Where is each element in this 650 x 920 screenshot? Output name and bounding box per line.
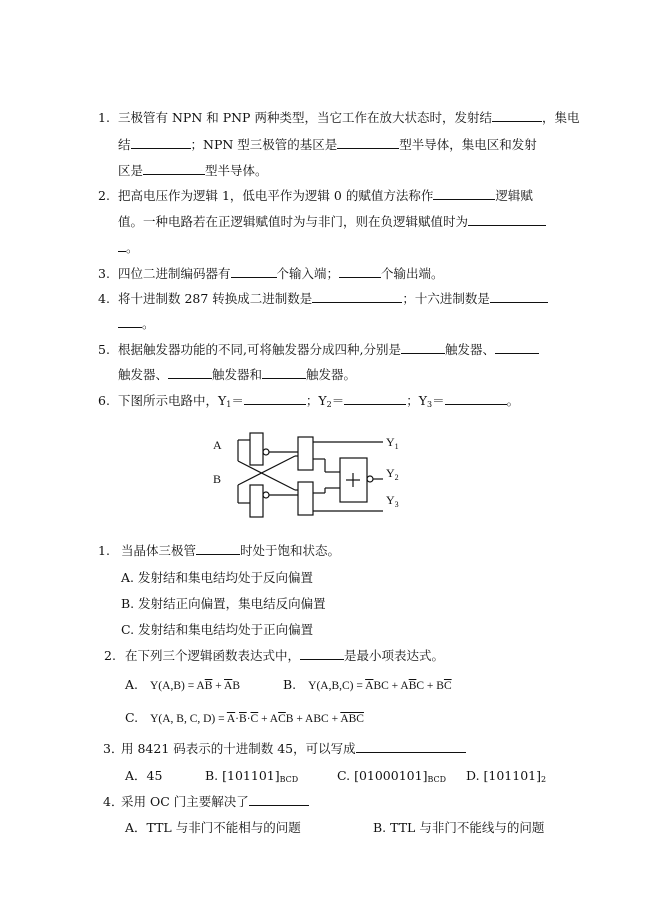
q6-number: 6.	[98, 393, 110, 408]
q3-blank-outputs[interactable]	[339, 266, 381, 278]
mc4-option-b[interactable]: B. TTL 与非门不能线与的问题	[373, 820, 545, 835]
q6-blank-y1[interactable]	[244, 393, 306, 405]
q1-blank-emitter[interactable]	[492, 110, 542, 122]
q3-blank-inputs[interactable]	[231, 266, 277, 278]
q2-number: 2.	[98, 188, 110, 203]
expression-b: $Y(A,B,C) = \overline{A}BC + A\overline{B}C + B\overline{C}$	[308, 680, 452, 692]
q2-blank-gate[interactable]	[468, 214, 546, 226]
mc3-option-a[interactable]: A．45	[125, 768, 163, 783]
mc2-option-c[interactable]: C. Y(A, B, C, $D) = \overline{A}\cdot\overline{B}\cdot\overline{C} + A\overline{C}B$ + ABC + $\overline{ABC}$	[125, 710, 364, 725]
q3-line: 四位二进制编码器有 个输入端； 个输出端。	[118, 266, 444, 281]
mc2-option-a[interactable]: A. $Y(A,B) = A\overline{B} + \overline{A}B$	[125, 677, 240, 692]
q4-blank-binary[interactable]	[312, 291, 402, 303]
mc4-option-a[interactable]: A．TTL 与非门不能相与的问题	[125, 820, 301, 835]
q6-line: 下图所示电路中，$Y_1=$ ；$Y_2=$ ；$Y_3=$ 。	[118, 393, 520, 409]
q2-line2: 值。一种电路若在正逻辑赋值时为与非门，则在负逻辑赋值时为	[118, 214, 546, 230]
mc3-stem: 用 8421 码表示的十进制数 45，可以写成	[121, 741, 466, 757]
q5-blank-3[interactable]	[168, 367, 212, 379]
q2-blank-logic[interactable]	[433, 188, 495, 200]
not-gate-a	[250, 433, 263, 465]
and-gate-top	[298, 437, 313, 470]
mc1-option-c[interactable]: C. 发射结和集电结均处于正向偏置	[121, 622, 314, 637]
q1-blank-base[interactable]	[337, 137, 399, 149]
q5-blank-1[interactable]	[401, 342, 445, 354]
mc3-blank[interactable]	[356, 741, 466, 753]
mc4-stem: 采用 OC 门主要解决了	[121, 794, 309, 810]
and-gate-bottom	[298, 482, 313, 515]
logic-circuit-diagram	[205, 425, 405, 525]
q3-number: 3.	[98, 266, 110, 281]
mc1-blank[interactable]	[196, 543, 240, 555]
input-a-label: A	[213, 438, 222, 452]
q1-blank-collector[interactable]	[131, 137, 191, 149]
output-y1-label: $Y_1$	[386, 435, 399, 451]
q1-blank-region[interactable]	[143, 163, 205, 175]
q1-line2: 结 ；NPN 型三极管的基区是 型半导体，集电区和发射	[118, 137, 537, 152]
expression-c: Y(A, B, C, $D) = \overline{A}\cdot\overline{B}\cdot\overline{C} + A\overline{C}B$ + ABC + $\overline{ABC}$	[150, 713, 364, 725]
mc3-option-d[interactable]: D. $[101101]_2$	[466, 768, 547, 784]
q6-blank-y3[interactable]	[445, 393, 507, 405]
mc3-number: 3．	[103, 741, 124, 756]
q5-line1: 根据触发器功能的不同,可将触发器分成四种,分别是 触发器、	[118, 342, 539, 358]
q4-line1: 将十进制数 287 转换成二进制数是 ；十六进制数是	[118, 291, 548, 307]
output-y3-label: $Y_3$	[386, 493, 399, 509]
q1-number: 1.	[98, 110, 110, 125]
expression-a: $Y(A,B) = A\overline{B} + \overline{A}B$	[150, 680, 240, 692]
mc4-blank[interactable]	[249, 794, 309, 806]
q6-blank-y2[interactable]	[344, 393, 406, 405]
q1-line3: 区是 型半导体。	[118, 163, 268, 178]
q5-line2: 触发器、 触发器和 触发器。	[118, 367, 357, 382]
mc3-option-b[interactable]: B. $[101101]_{BCD}$	[205, 768, 299, 784]
q4-blank-hex[interactable]	[490, 291, 548, 303]
mc1-stem: 当晶体三极管 时处于饱和状态。	[121, 543, 341, 558]
mc2-stem: 在下列三个逻辑函数表达式中， 是最小项表达式。	[125, 648, 445, 663]
inversion-bubble-b	[263, 492, 269, 498]
q2-line1: 把高电压作为逻辑 1，低电平作为逻辑 0 的赋值方法称作 逻辑赋	[118, 188, 533, 203]
q5-blank-2[interactable]	[495, 342, 539, 354]
q4-line2: 。	[118, 316, 155, 332]
mc2-blank[interactable]	[300, 648, 344, 660]
q5-number: 5.	[98, 342, 110, 357]
q1-line1: 三极管有 NPN 和 PNP 两种类型，当它工作在放大状态时，发射结 ，集电	[118, 110, 580, 125]
input-b-label: B	[213, 472, 222, 486]
output-y2-label: $Y_2$	[386, 466, 399, 482]
q5-blank-4[interactable]	[262, 367, 306, 379]
mc4-number: 4．	[103, 794, 124, 809]
mc2-number: 2.	[104, 648, 116, 663]
mc1-option-b[interactable]: B. 发射结正向偏置，集电结反向偏置	[121, 596, 326, 611]
not-gate-b	[250, 485, 263, 517]
inversion-bubble-a	[263, 449, 269, 455]
mc1-option-a[interactable]: A. 发射结和集电结均处于反向偏置	[121, 570, 313, 585]
inversion-bubble-nor	[367, 476, 373, 482]
q2-line3: 。	[118, 240, 139, 256]
mc2-option-b[interactable]: B. $Y(A,B,C) = \overline{A}BC + A\overline{B}C + B\overline{C}$	[283, 677, 452, 692]
q4-number: 4.	[98, 291, 110, 306]
mc1-number: 1.	[98, 543, 110, 558]
mc3-option-c[interactable]: C. $[01000101]_{BCD}$	[337, 768, 447, 784]
